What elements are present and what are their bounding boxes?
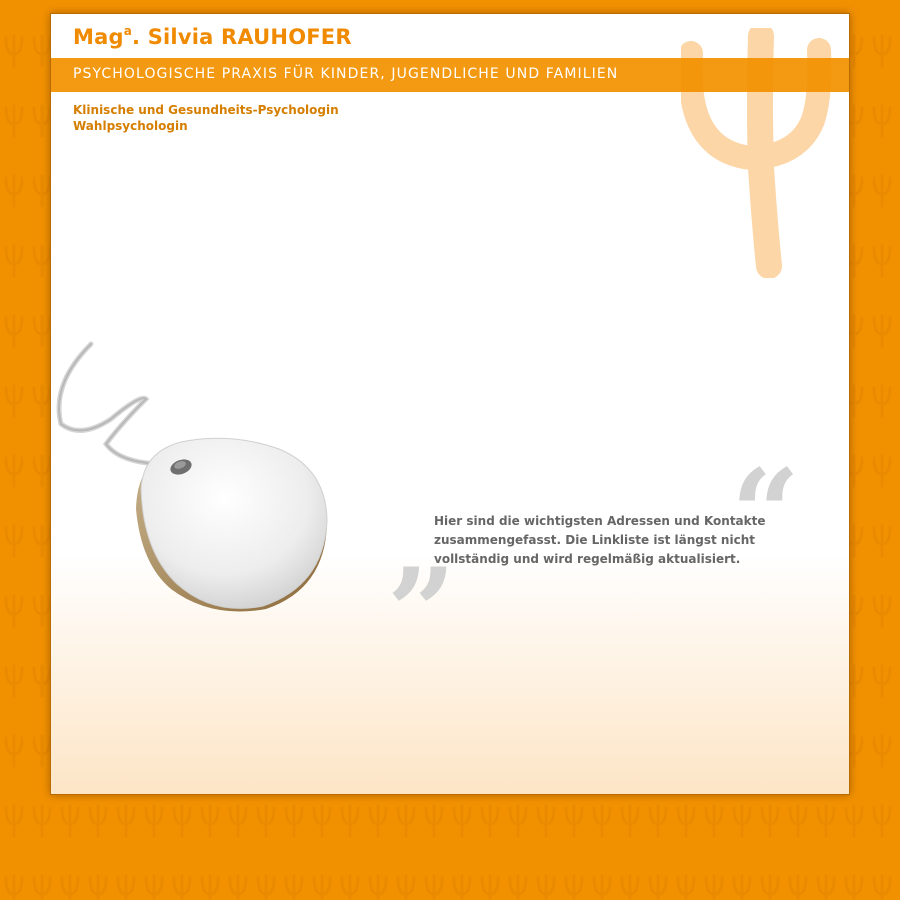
content-card (50, 13, 850, 795)
subtitle-line-2: Wahlpsychologin (73, 119, 188, 133)
page-title: Mag$^a$. Silvia RAUHOFER (73, 24, 352, 49)
banner-text: PSYCHOLOGISCHE PRAXIS FÜR KINDER, JUGENDLICHE UND FAMILIEN (73, 66, 619, 82)
intro-quote-text: Hier sind die wichtigsten Adressen und Kontakte zusammengefasst. Die Linkliste ist längst nicht vollständig und wird regelmäßig aktualisiert. (434, 514, 766, 566)
computer-mouse-image (51, 324, 351, 624)
header-banner (51, 58, 849, 92)
subtitle-line-1: Klinische und Gesundheits-Psychologin (73, 103, 339, 117)
quote-close-icon: “ (731, 443, 801, 584)
quote-open-icon: „ (389, 473, 459, 614)
